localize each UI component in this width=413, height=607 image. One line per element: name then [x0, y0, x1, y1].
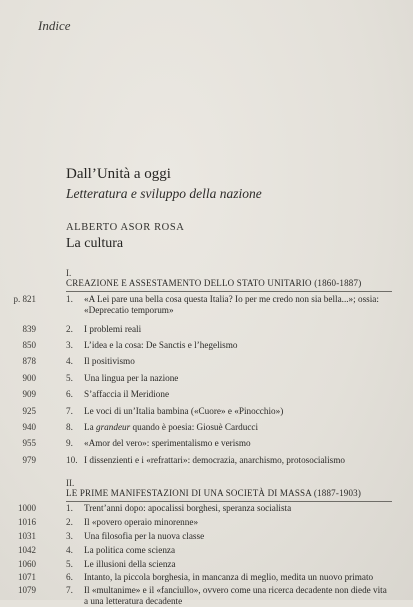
toc-page-number: 1000 — [18, 503, 36, 513]
toc-entry-title: La politica come scienza — [84, 545, 176, 555]
toc-page-number: p. 821 — [13, 294, 36, 304]
toc-entry-title: Trent’anni dopo: apocalissi borghesi, speranza socialista — [84, 503, 292, 513]
author-name: ALBERTO ASOR ROSA — [66, 222, 185, 233]
toc-entry-title: Il «multanime» e il «fanciullo», ovvero come una ricerca decadente non diede vita a una letteratura decadente — [84, 585, 387, 606]
toc-page-number: 1079 — [18, 585, 36, 595]
chapter-rule — [66, 291, 392, 292]
chapter-number: I. — [66, 268, 72, 278]
toc-entry-number: 9. — [66, 438, 73, 448]
toc-page-number: 1016 — [18, 517, 36, 527]
toc-page-number: 900 — [22, 373, 36, 383]
part-title: La cultura — [66, 236, 124, 251]
chapter-title: CREAZIONE E ASSESTAMENTO DELLO STATO UNITARIO (1860-1887) — [66, 278, 362, 288]
toc-entry-number: 3. — [66, 531, 73, 541]
toc-entry-number: 1. — [66, 503, 73, 513]
chapter-number: II. — [66, 478, 75, 488]
toc-entry-title: Le illusioni della scienza — [84, 559, 176, 569]
toc-page-number: 909 — [22, 389, 36, 399]
chapter-rule — [66, 501, 392, 502]
toc-entry-number: 7. — [66, 406, 73, 416]
toc-entry-title: «A Lei pare una bella cosa questa Italia? Io per me credo non sia bella...»; ossia: «Deprecatio temporum» — [84, 294, 379, 315]
toc-page-number: 878 — [22, 356, 36, 366]
toc-entry-number: 6. — [66, 389, 73, 399]
toc-entry-number: 1. — [66, 294, 73, 304]
toc-page-number: 850 — [22, 340, 36, 350]
section-title: Dall’Unità a oggi — [66, 166, 171, 182]
toc-entry-number: 3. — [66, 340, 73, 350]
section-subtitle: Letteratura e sviluppo della nazione — [66, 186, 262, 201]
toc-entry-number: 7. — [66, 585, 73, 595]
toc-entry-number: 5. — [66, 559, 73, 569]
toc-entry-number: 8. — [66, 422, 73, 432]
toc-page-number: 1071 — [18, 572, 36, 582]
toc-entry-title: L’idea e la cosa: De Sanctis e l’hegelismo — [84, 340, 238, 350]
toc-page-number: 1060 — [18, 559, 36, 569]
toc-page-number: 925 — [22, 406, 36, 416]
toc-entry-title: I problemi reali — [84, 324, 142, 334]
toc-entry-number: 4. — [66, 545, 73, 555]
toc-page-number: 979 — [22, 455, 36, 465]
toc-entry-number: 4. — [66, 356, 73, 366]
toc-entry-title: Una lingua per la nazione — [84, 373, 179, 383]
toc-entry-title: La grandeur quando è poesia: Giosuè Carducci — [84, 422, 259, 432]
running-head: Indice — [38, 18, 71, 33]
toc-page-number: 1042 — [18, 545, 36, 555]
toc-entry-title: I dissenzienti e i «refrattari»: democrazia, anarchismo, protosocialismo — [84, 455, 345, 465]
toc-entry-number: 10. — [66, 455, 78, 465]
toc-entry-title: Intanto, la piccola borghesia, in mancanza di meglio, medita un nuovo primato — [84, 572, 374, 582]
toc-entry-number: 2. — [66, 324, 73, 334]
toc-page-number: 839 — [22, 324, 36, 334]
toc-entry-number: 2. — [66, 517, 73, 527]
toc-entry-title: «Amor del vero»: sperimentalismo e verismo — [84, 438, 251, 448]
toc-entry-number: 6. — [66, 572, 73, 582]
toc-page-number: 955 — [22, 438, 36, 448]
chapter-title: LE PRIME MANIFESTAZIONI DI UNA SOCIETÀ DI MASSA (1887-1903) — [66, 488, 362, 498]
toc-entry-title: Le voci di un’Italia bambina («Cuore» e «Pinocchio») — [84, 406, 284, 416]
toc-page-number: 1031 — [18, 531, 36, 541]
toc-entry-title: Il «povero operaio minorenne» — [84, 517, 199, 527]
toc-entry-title: S’affaccia il Meridione — [84, 389, 170, 399]
toc-page-number: 940 — [22, 422, 36, 432]
toc-entry-title: Una filosofia per la nuova classe — [84, 531, 205, 541]
toc-entry-number: 5. — [66, 373, 73, 383]
toc-entry-title: Il positivismo — [84, 356, 135, 366]
